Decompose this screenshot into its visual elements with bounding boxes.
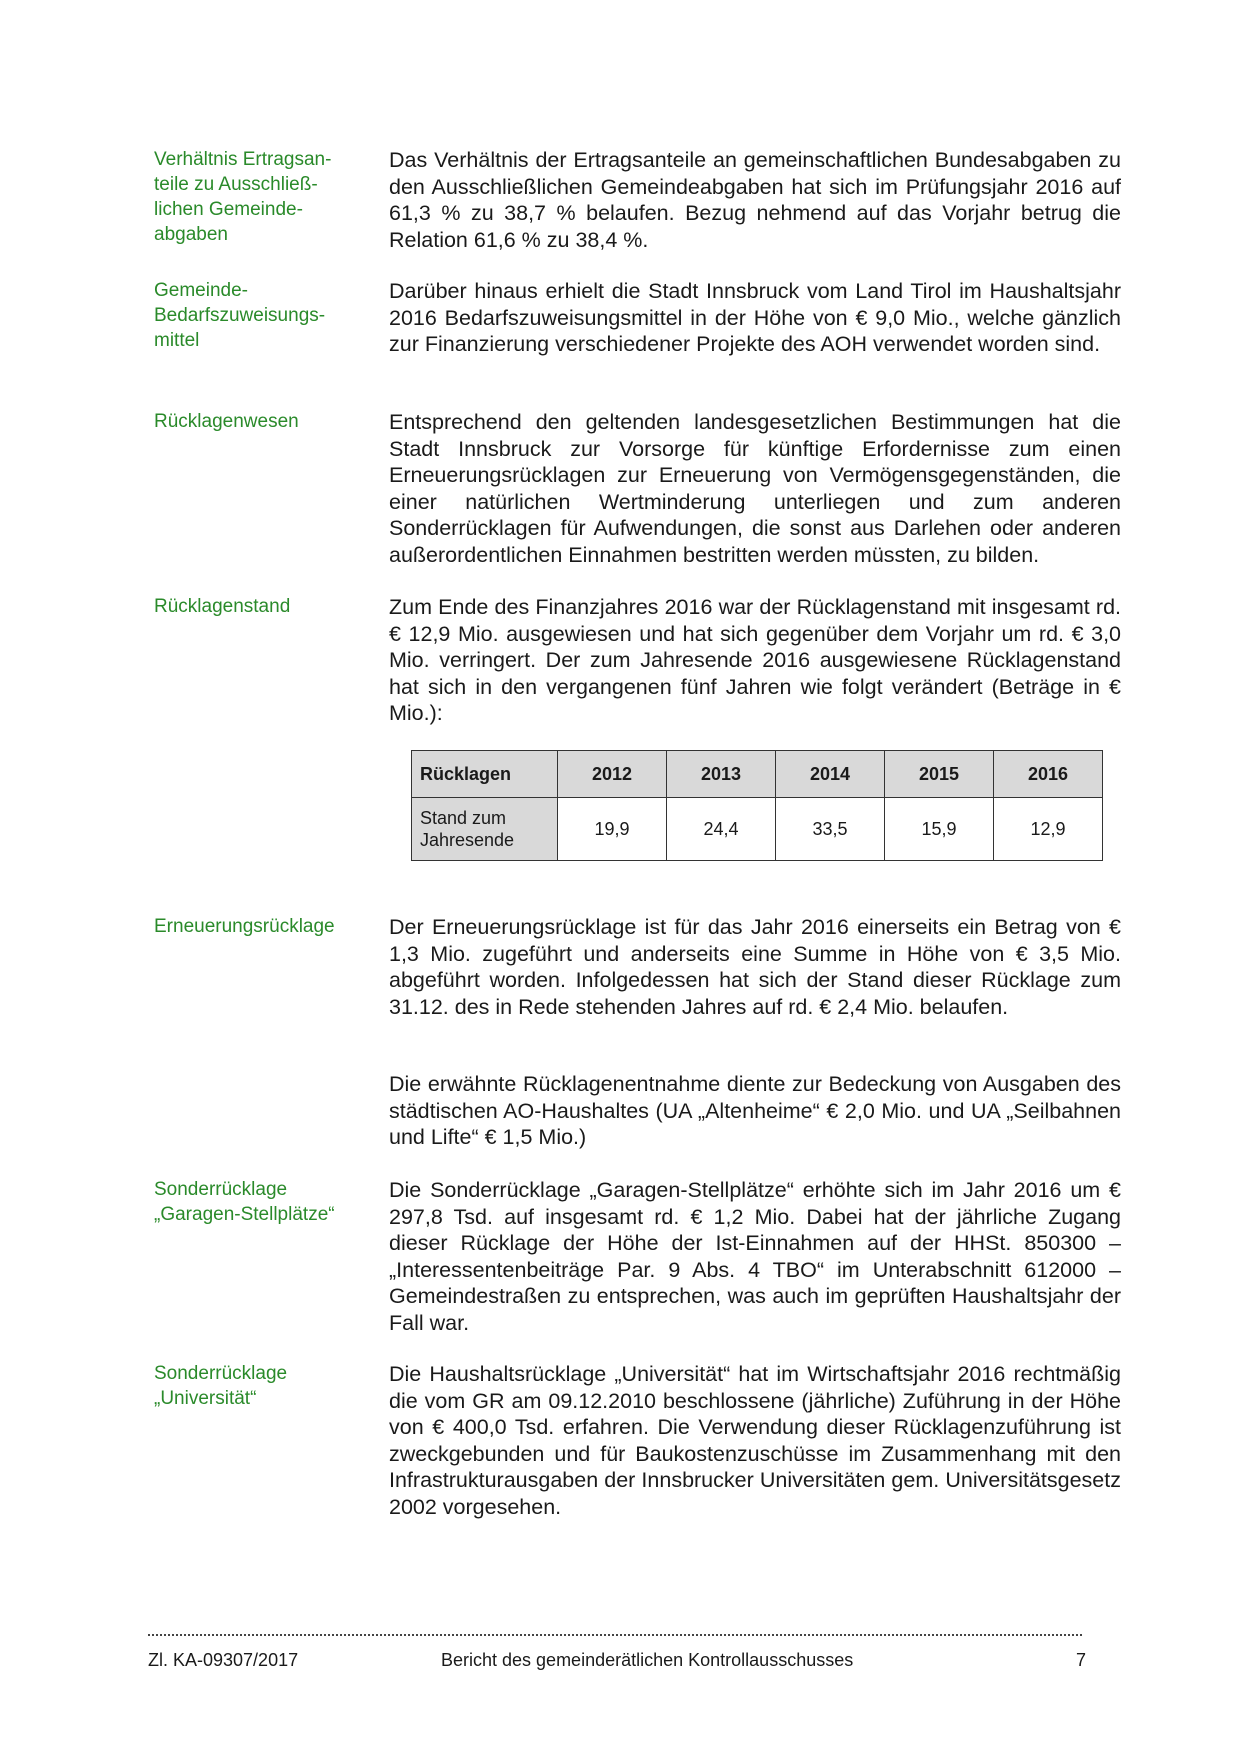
- table-header-cell: 2013: [667, 751, 776, 798]
- ruecklagen-table: [411, 750, 1103, 861]
- table-row-label: Stand zum Jahresende: [412, 798, 558, 861]
- side-label-garagen-stellplaetze: Sonderrücklage „Garagen-Stellplätze“: [154, 1179, 335, 1225]
- footer-title: Bericht des gemeinderätlichen Kontrollausschusses: [441, 1650, 854, 1670]
- table-cell: 24,4: [667, 798, 776, 861]
- table-header-cell: 2015: [885, 751, 994, 798]
- paragraph-garagen-stellplaetze: Die Sonderrücklage „Garagen-Stellplätze“ erhöhte sich im Jahr 2016 um € 297,8 Tsd. auf insgesamt rd. € 1,2 Mio. Dabei hat der jährliche Zugang dieser Rücklage der Höhe der Ist-Einnahmen auf der HHSt. 850300 – „Interessentenbeiträge Par. 9 Abs. 4 TBO“ im Unterabschnitt 612000 – Gemeindestraßen zu entsprechen, was auch im geprüften Haushaltsjahr der Fall war.: [389, 1178, 1121, 1335]
- paragraph-ruecklagenentnahme: Die erwähnte Rücklagenentnahme diente zur Bedeckung von Ausgaben des städtischen AO-Haushaltes (UA „Altenheime“ € 2,0 Mio. und UA „Seilbahnen und Lifte“ € 1,5 Mio.): [389, 1072, 1121, 1149]
- paragraph-ertragsanteile: Das Verhältnis der Ertragsanteile an gemeinschaftlichen Bundesabgaben zu den Ausschließlichen Gemeindeabgaben hat sich im Prüfungsjahr 2016 auf 61,3 % zu 38,7 % belaufen. Bezug nehmend auf das Vorjahr betrug die Relation 61,6 % zu 38,4 %.: [389, 148, 1121, 252]
- table-header-cell: 2014: [776, 751, 885, 798]
- side-label-bedarfszuweisungsmittel: Gemeinde- Bedarfszuweisungs- mittel: [154, 280, 326, 351]
- table-row: [412, 798, 1103, 861]
- paragraph-ruecklagenwesen: Entsprechend den geltenden landesgesetzlichen Bestimmungen hat die Stadt Innsbruck zur Vorsorge für künftige Erfordernisse zum einen Erneuerungsrücklagen zur Erneuerung von Vermögensgegenständen, die einer natürlichen Wertminderung unterliegen und zum anderen Sonderrücklagen für Aufwendungen, die sonst aus Darlehen oder anderen außerordentlichen Einnahmen bestritten werden müssten, zu bilden.: [389, 410, 1121, 567]
- page-number: 7: [1076, 1650, 1087, 1670]
- table-cell: 15,9: [885, 798, 994, 861]
- table-header-cell: Rücklagen: [412, 751, 558, 798]
- table-header-cell: 2012: [558, 751, 667, 798]
- paragraph-ruecklagenstand: Zum Ende des Finanzjahres 2016 war der Rücklagenstand mit insgesamt rd. € 12,9 Mio. ausgewiesen und hat sich gegenüber dem Vorjahr um rd. € 3,0 Mio. verringert. Der zum Jahresende 2016 ausgewiesene Rücklagenstand hat sich in den vergangenen fünf Jahren wie folgt verändert (Beträge in € Mio.):: [389, 595, 1121, 725]
- side-label-universitaet: Sonderrücklage „Universität“: [154, 1363, 288, 1409]
- paragraph-universitaet: Die Haushaltsrücklage „Universität“ hat im Wirtschaftsjahr 2016 rechtmäßig die vom GR am 09.12.2010 beschlossene (jährliche) Zuführung in der Höhe von € 400,0 Tsd. erfahren. Die Verwendung dieser Rücklagenzuführung ist zweckgebunden und für Baukostenzuschüsse im Zusammenhang mit den Infrastrukturausgaben der Innsbrucker Universitäten gem. Universitätsgesetz 2002 vorgesehen.: [389, 1362, 1121, 1519]
- paragraph-erneuerungsruecklage: Der Erneuerungsrücklage ist für das Jahr 2016 einerseits ein Betrag von € 1,3 Mio. zugeführt und anderseits eine Summe in Höhe von € 3,5 Mio. abgeführt worden. Infolgedessen hat sich der Stand dieser Rücklage zum 31.12. des in Rede stehenden Jahres auf rd. € 2,4 Mio. belaufen.: [389, 915, 1121, 1019]
- side-label-ertragsanteile: Verhältnis Ertragsan- teile zu Ausschließ- lichen Gemeinde- abgaben: [154, 149, 332, 245]
- footer-reference: Zl. KA-09307/2017: [148, 1650, 299, 1670]
- footer-divider: [148, 1634, 1082, 1636]
- paragraph-bedarfszuweisungsmittel: Darüber hinaus erhielt die Stadt Innsbruck vom Land Tirol im Haushaltsjahr 2016 Bedarfszuweisungsmittel in der Höhe von € 9,0 Mio., welche gänzlich zur Finanzierung verschiedener Projekte des AOH verwendet worden sind.: [389, 279, 1121, 356]
- side-label-ruecklagenstand: Rücklagenstand: [154, 596, 291, 617]
- table-cell: 12,9: [994, 798, 1103, 861]
- table-cell: 19,9: [558, 798, 667, 861]
- side-label-ruecklagenwesen: Rücklagenwesen: [154, 411, 299, 432]
- table-header-cell: 2016: [994, 751, 1103, 798]
- side-label-erneuerungsruecklage: Erneuerungsrücklage: [154, 916, 335, 937]
- table-header-row: [412, 751, 1103, 798]
- table-cell: 33,5: [776, 798, 885, 861]
